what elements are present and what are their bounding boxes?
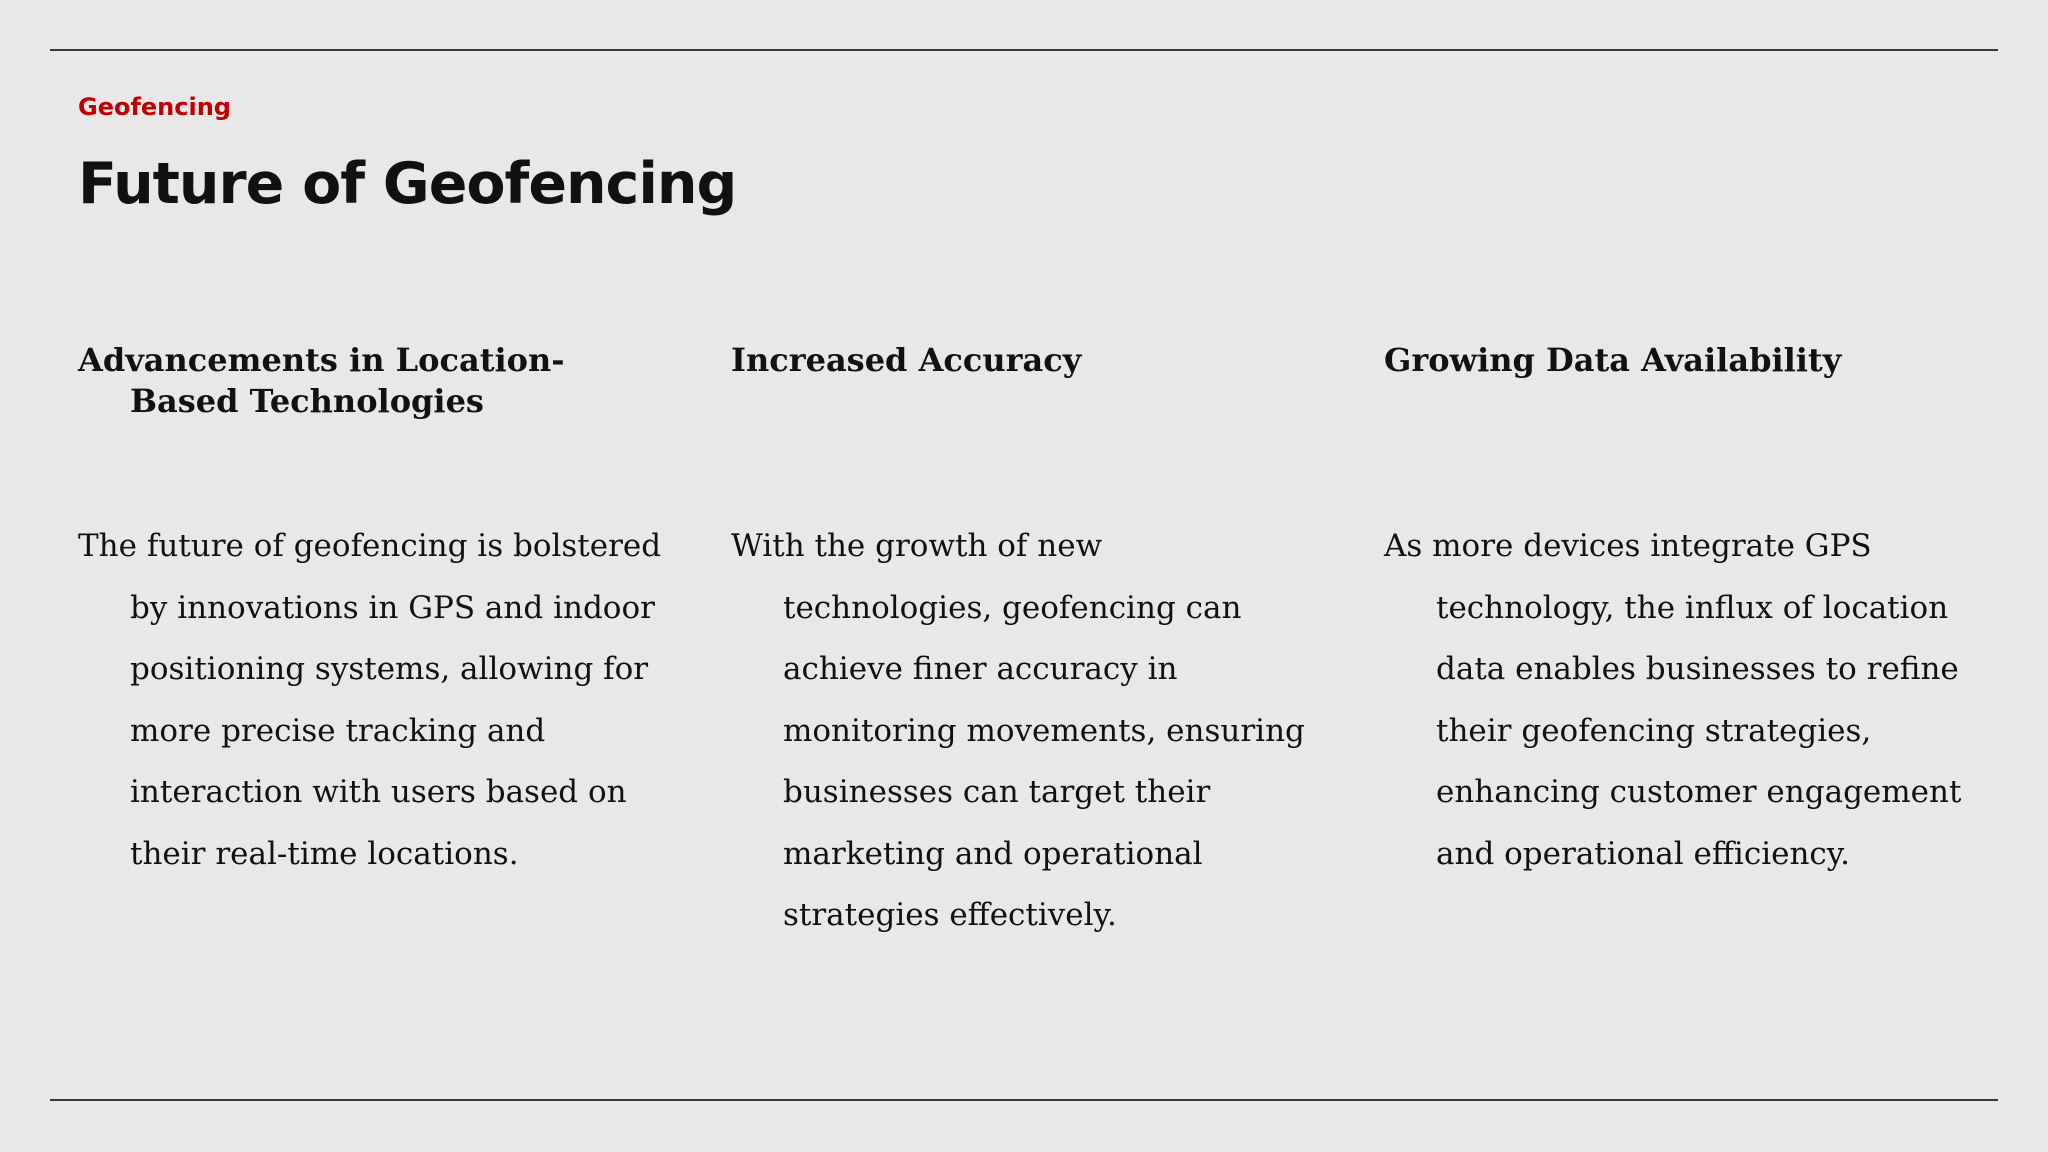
- column-heading: Advancements in Location-Based Technologies: [78, 341, 565, 420]
- column-heading: Growing Data Availability: [1384, 341, 1842, 379]
- bottom-divider: [50, 1099, 1998, 1101]
- column-location-technologies: [78, 340, 668, 885]
- column-data-availability: [1384, 340, 1974, 885]
- column-increased-accuracy: [731, 340, 1321, 947]
- column-heading: Increased Accuracy: [731, 341, 1082, 379]
- column-body: The future of geofencing is bolstered by innovations in GPS and indoor positioning systems, allowing for more precise tracking and interaction with users based on their real-time locations.: [78, 528, 662, 872]
- top-divider: [50, 49, 1998, 51]
- column-body: With the growth of new technologies, geofencing can achieve finer accuracy in monitoring movements, ensuring businesses can target their marketing and operational strategies effectively.: [731, 528, 1305, 933]
- section-label: Geofencing: [78, 93, 231, 121]
- column-body: As more devices integrate GPS technology, the influx of location data enables businesses to refine their geofencing strategies, enhancing customer engagement and operational efficiency.: [1384, 528, 1962, 872]
- page-title: Future of Geofencing: [78, 151, 737, 217]
